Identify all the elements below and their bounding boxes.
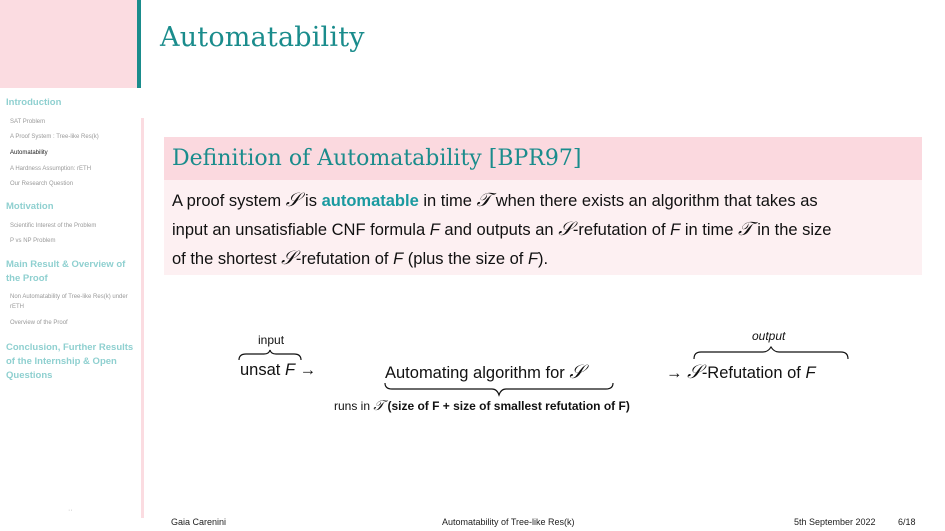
runs-in-text	[334, 398, 630, 414]
symbol-t: 𝒯	[738, 218, 753, 240]
var-f: F	[429, 221, 440, 239]
def-text: A proof system	[172, 192, 282, 210]
algorithm-label: Automating algorithm for	[385, 364, 565, 382]
frame-title: Automatability	[160, 22, 365, 53]
def-text: in the size	[757, 221, 832, 239]
var-f: F	[527, 250, 539, 268]
def-text: input an unsatisfiable CNF formula	[172, 221, 426, 239]
nav-section-conclusion[interactable]: Conclusion, Further Results of the Internship & Open Questions	[6, 342, 134, 381]
nav-item-scientific-interest[interactable]: Scientific Interest of the Problem	[10, 223, 97, 229]
def-text: when there exists an algorithm that takes as	[495, 192, 818, 210]
nav-item-hardness-assumption[interactable]: A Hardness Assumption: rETH	[10, 166, 92, 172]
var-f: F	[805, 364, 816, 382]
definition-block	[164, 137, 922, 275]
def-text: ).	[538, 250, 549, 268]
nav-section-introduction[interactable]: Introduction	[6, 97, 62, 108]
nav-item-sat-problem[interactable]: SAT Problem	[10, 119, 46, 125]
var-f: F	[284, 361, 296, 379]
sidebar-logo-area	[0, 0, 137, 88]
def-text: in time	[423, 192, 472, 210]
symbol-s: 𝒮	[281, 247, 296, 269]
nav-item-research-question[interactable]: Our Research Question	[10, 181, 74, 187]
runs-brace	[384, 382, 614, 396]
refutation-text	[666, 361, 816, 383]
nav-section-motivation[interactable]: Motivation	[6, 201, 54, 212]
nav-item-proof-system[interactable]: A Proof System : Tree-like Res(k)	[10, 134, 99, 140]
keyword-automatable: automatable	[321, 192, 419, 210]
output-label: output	[752, 329, 786, 343]
var-f: F	[393, 250, 404, 268]
def-text: (plus the size of	[407, 250, 524, 268]
unsat-text	[240, 361, 316, 380]
symbol-t: 𝒯	[476, 189, 492, 211]
sidebar-edge	[141, 118, 144, 518]
symbol-t: 𝒯	[373, 398, 385, 414]
definition-body	[164, 180, 922, 273]
nav-item-non-automatability[interactable]: Non Automatability of Tree-like Res(k) under rETH	[10, 294, 128, 310]
input-label: input	[258, 333, 285, 347]
input-brace	[238, 349, 302, 361]
runs-in-detail: (size of F + size of smallest refutation of F)	[387, 399, 630, 413]
footer-author: Gaia Carenini	[171, 517, 227, 527]
nav-section-main-result[interactable]: Main Result & Overview of the Proof	[6, 259, 126, 284]
nav-dots: ··	[68, 507, 73, 514]
nav-item-overview-proof[interactable]: Overview of the Proof	[10, 320, 68, 326]
footer-page: 6/18	[898, 517, 916, 527]
runs-in-label: runs in	[334, 399, 371, 413]
unsat-word: unsat	[240, 361, 281, 379]
var-f: F	[670, 221, 681, 239]
algorithm-text	[385, 361, 584, 383]
def-text: in time	[684, 221, 734, 239]
symbol-s: 𝒮	[569, 361, 585, 383]
def-text: of the shortest	[172, 250, 277, 268]
arrow-1: →	[299, 361, 317, 379]
arrow-2: →	[666, 364, 683, 382]
nav-item-automatability[interactable]: Automatability	[10, 150, 48, 156]
refutation-label: -Refutation of	[701, 364, 801, 382]
footer-title: Automatability of Tree-like Res(k)	[442, 517, 575, 527]
def-text: and outputs an	[444, 221, 554, 239]
sidebar	[0, 0, 141, 531]
definition-title: Definition of Automatability [BPR97]	[164, 137, 922, 180]
def-text: -refutation of	[572, 221, 666, 239]
output-brace	[693, 346, 849, 360]
symbol-s: 𝒮	[558, 218, 573, 240]
symbol-s: 𝒮	[285, 189, 301, 211]
nav-item-p-vs-np[interactable]: P vs NP Problem	[10, 238, 56, 244]
footer-date: 5th September 2022	[794, 517, 876, 527]
sidebar-accent-strip	[137, 0, 141, 88]
def-text: -refutation of	[295, 250, 389, 268]
def-text: is	[305, 192, 317, 210]
symbol-s: 𝒮	[687, 361, 702, 383]
